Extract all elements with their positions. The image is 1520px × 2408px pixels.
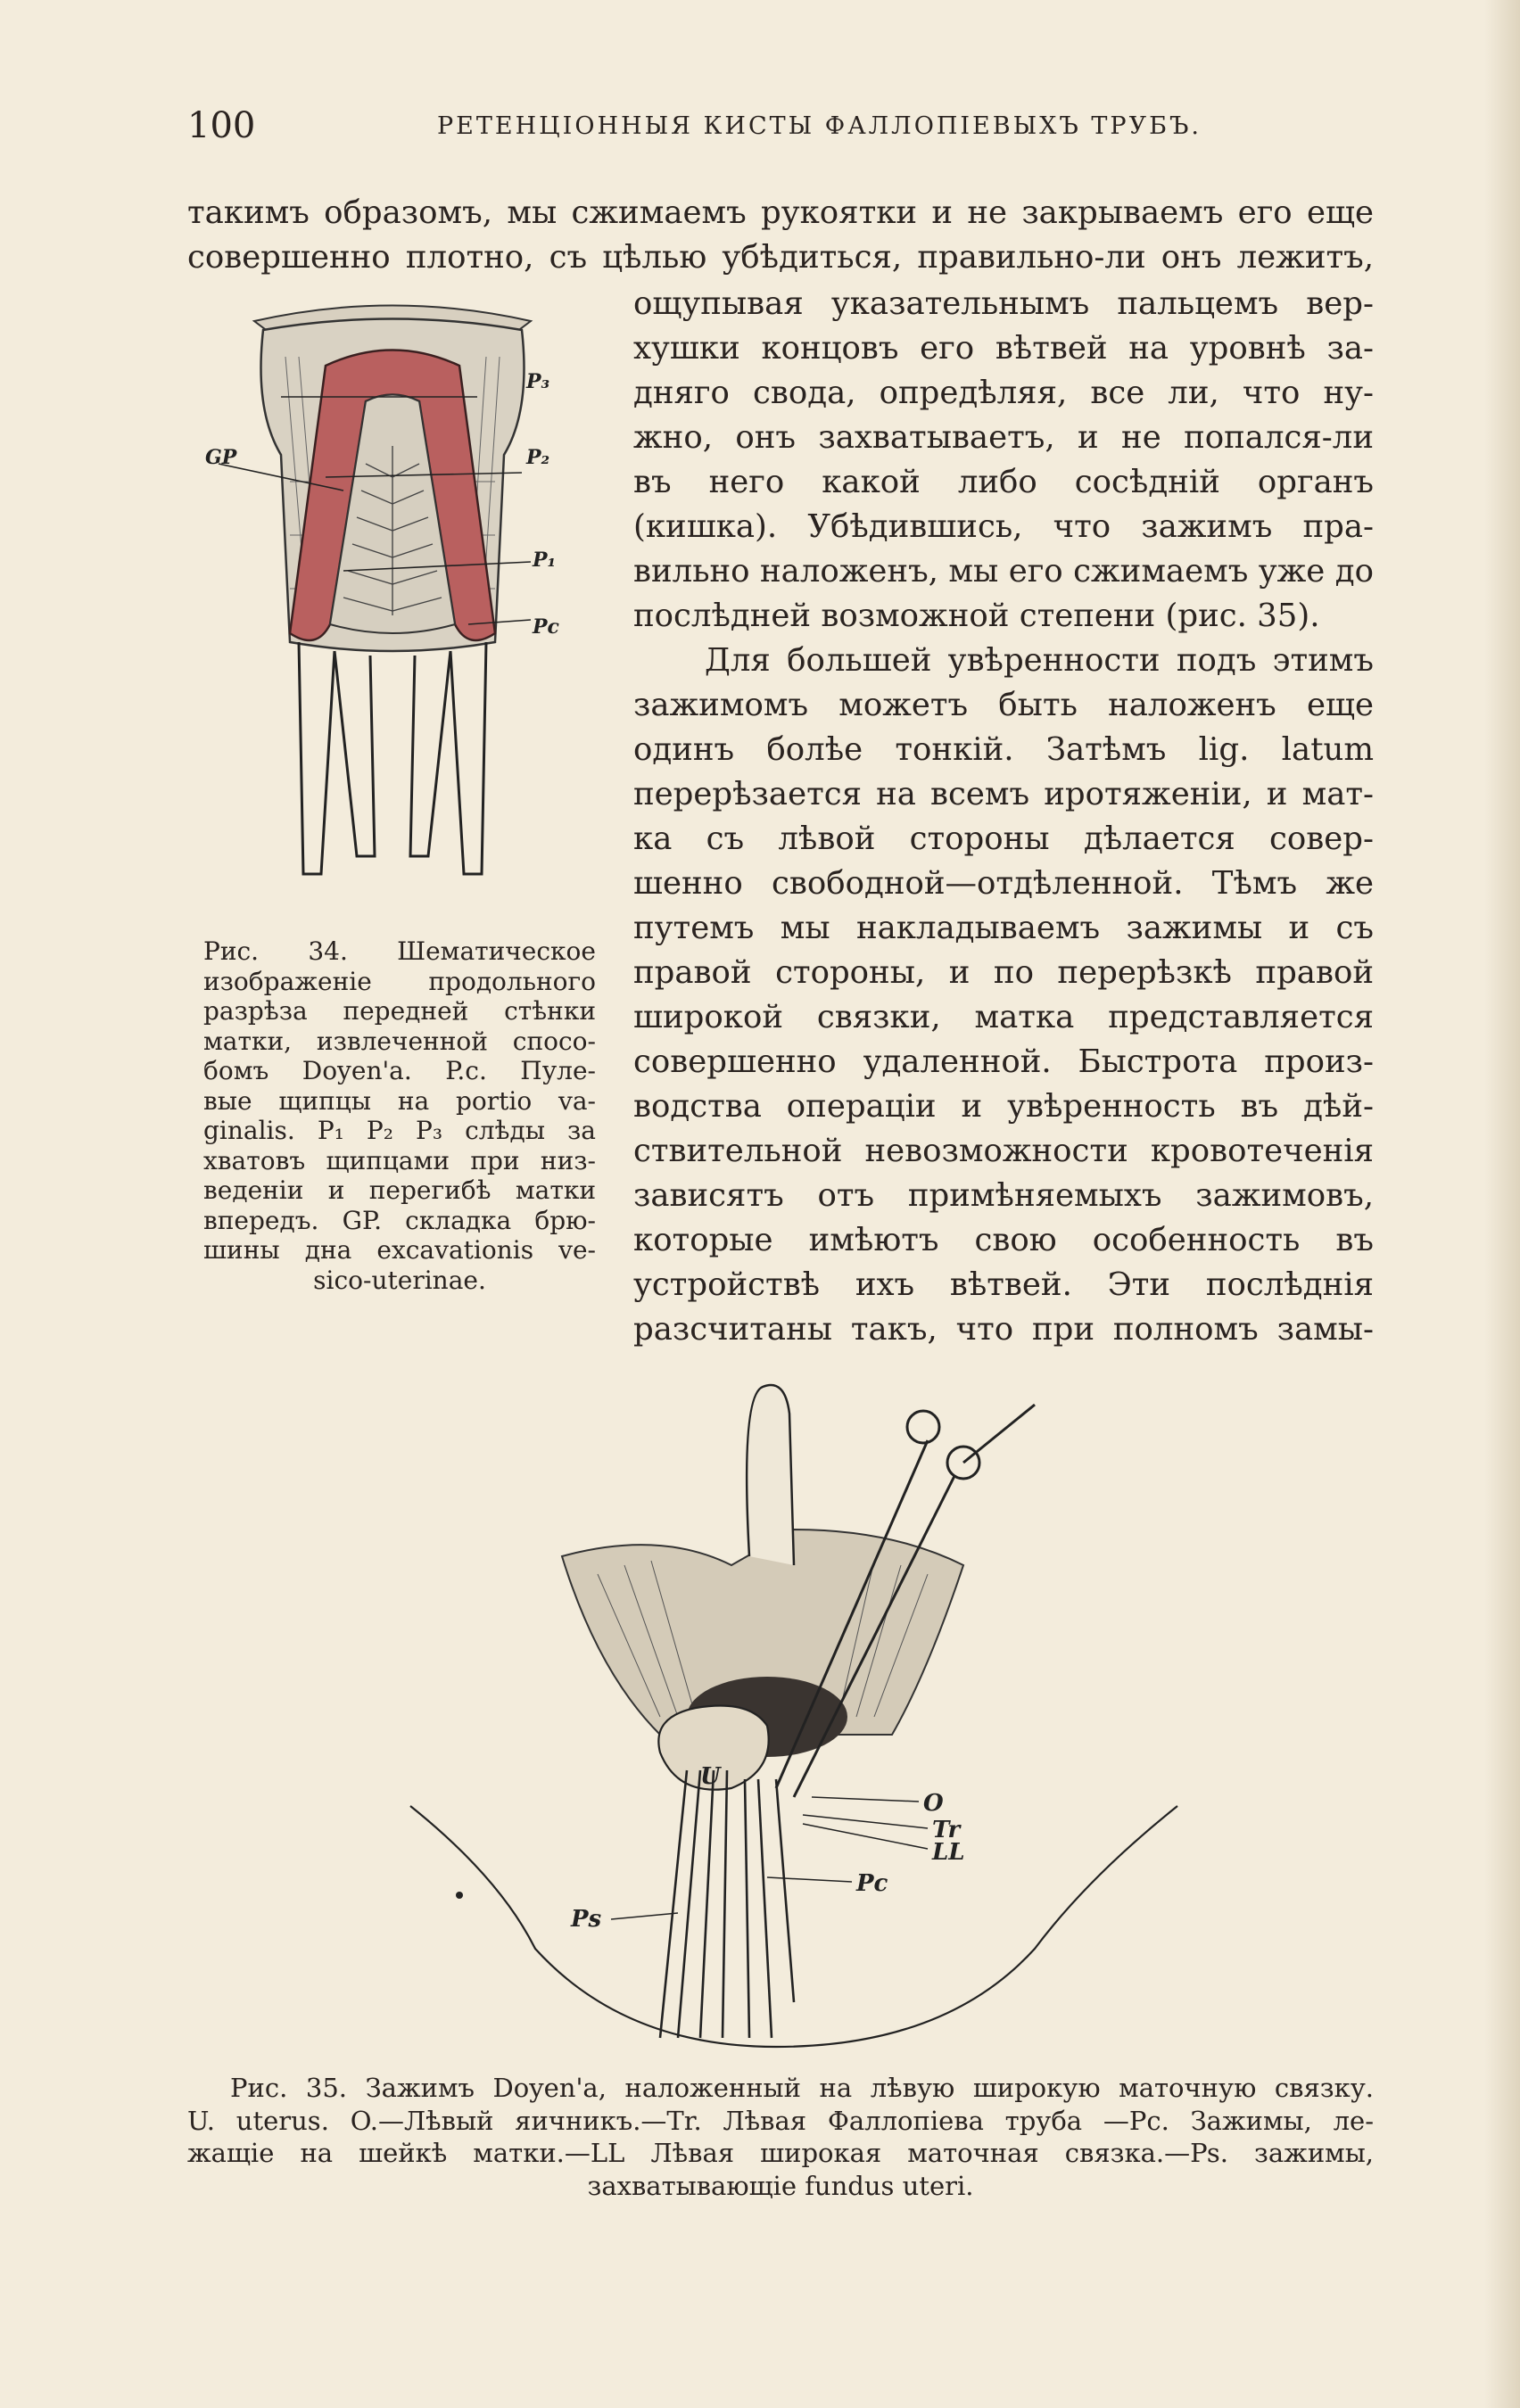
column-line: вильно наложенъ, мы его сжимаемъ уже до bbox=[633, 553, 1374, 590]
column-line: послѣдней возможной степени (рис. 35). bbox=[633, 598, 1320, 634]
body-line: совершенно плотно, съ цѣлью убѣдиться, правильно-ли онъ лежитъ, bbox=[187, 239, 1374, 276]
caption-line: ginalis. P₁ P₂ P₃ слѣды за bbox=[203, 1116, 596, 1145]
column-line: (кишка). Убѣдившись, что зажимъ пра- bbox=[633, 508, 1374, 545]
label-pc: Pc bbox=[856, 1870, 888, 1897]
label-pc: Pc bbox=[533, 615, 559, 639]
column-line: которые имѣютъ свою особенность въ bbox=[633, 1222, 1374, 1258]
label-gp: GP bbox=[205, 446, 237, 469]
figure-34-illustration bbox=[201, 303, 584, 901]
column-line: водства операцiи и увѣренность въ дѣй- bbox=[633, 1088, 1374, 1125]
column-line: одинъ болѣе тонкiй. Затѣмъ lig. latum bbox=[633, 731, 1374, 768]
column-line: путемъ мы накладываемъ зажимы и съ bbox=[633, 910, 1374, 946]
page-number: 100 bbox=[187, 105, 256, 146]
caption-line: жащiе на шейкѣ матки.—LL Лѣвая широкая маточная связка.—Ps. зажимы, bbox=[187, 2138, 1374, 2168]
column-line: правой стороны, и по перерѣзкѣ правой bbox=[633, 954, 1374, 991]
label-ll: LL bbox=[932, 1839, 965, 1866]
column-line: зажимомъ можетъ быть наложенъ еще bbox=[633, 687, 1374, 723]
column-line: зависятъ отъ примѣняемыхъ зажимовъ, bbox=[633, 1177, 1374, 1214]
figure-35-caption bbox=[187, 2072, 1374, 2202]
column-line: перерѣзается на всемъ иротяженiи, и мат- bbox=[633, 776, 1374, 812]
column-line: ка съ лѣвой стороны дѣлается совер- bbox=[633, 821, 1374, 857]
caption-line: веденiи и перегибѣ матки bbox=[203, 1175, 596, 1205]
caption-line: разрѣза передней стѣнки bbox=[203, 996, 596, 1026]
label-o: O bbox=[923, 1790, 944, 1817]
column-line: шенно свободной—отдѣленной. Тѣмъ же bbox=[633, 865, 1374, 902]
column-line: жно, онъ захватываетъ, и не попался-ли bbox=[633, 419, 1374, 456]
page-header bbox=[187, 105, 1374, 159]
caption-line: U. uterus. O.—Лѣвый яичникъ.—Tr. Лѣвая Фаллопiева труба —Pc. Зажимы, ле- bbox=[187, 2105, 1374, 2136]
caption-line: шины дна excavationis ve- bbox=[203, 1235, 596, 1265]
caption-line: хватовъ щипцами при низ- bbox=[203, 1145, 596, 1175]
column-line: дняго свода, опредѣляя, все ли, что ну- bbox=[633, 375, 1374, 411]
caption-line: Рис. 34. Шематическое bbox=[203, 936, 596, 966]
running-title: РЕТЕНЦIОННЫЯ КИСТЫ ФАЛЛОПIЕВЫХЪ ТРУБЪ. bbox=[437, 112, 1202, 140]
label-p1: P₁ bbox=[533, 548, 557, 572]
figure-34-caption bbox=[203, 936, 596, 1295]
label-u: U bbox=[700, 1763, 721, 1790]
caption-line: матки, извлеченной спосо- bbox=[203, 1026, 596, 1056]
column-line: совершенно удаленной. Быстрота произ- bbox=[633, 1043, 1374, 1080]
caption-line: sico-uterinae. bbox=[313, 1265, 486, 1295]
column-line: ощупывая указательнымъ пальцемъ вер- bbox=[633, 285, 1374, 322]
body-line: такимъ образомъ, мы сжимаемъ рукоятки и не закрываемъ его еще bbox=[187, 194, 1374, 231]
label-p3: P₃ bbox=[526, 370, 550, 393]
caption-line: вые щипцы на portio va- bbox=[203, 1085, 596, 1116]
caption-line: впередъ. GP. складка брю- bbox=[203, 1205, 596, 1235]
column-line: Для большей увѣренности подъ этимъ bbox=[705, 642, 1374, 679]
column-line: хушки концовъ его вѣтвей на уровнѣ за- bbox=[633, 330, 1374, 367]
caption-line: изображенiе продольного bbox=[203, 966, 596, 996]
column-line: широкой связки, матка представляется bbox=[633, 999, 1374, 1035]
caption-line: захватывающiе fundus uteri. bbox=[587, 2170, 974, 2201]
page-edge-shadow bbox=[1484, 0, 1520, 2408]
label-ps: Ps bbox=[571, 1906, 602, 1933]
figure-35-illustration bbox=[392, 1378, 1195, 2065]
caption-line: Рис. 35. Зажимъ Doyen'a, наложенный на лѣвую широкую маточную связку. bbox=[230, 2073, 1374, 2103]
caption-line: бомъ Doyen'a. P.c. Пуле- bbox=[203, 1056, 596, 1085]
column-line: ствительной невозможности кровотеченiя bbox=[633, 1133, 1374, 1169]
label-p2: P₂ bbox=[526, 446, 550, 469]
column-line: разсчитаны такъ, что при полномъ замы- bbox=[633, 1311, 1374, 1348]
label-tr: Tr bbox=[932, 1817, 961, 1843]
column-line: устройствѣ ихъ вѣтвей. Эти послѣднiя bbox=[633, 1266, 1374, 1303]
column-line: въ него какой либо сосѣднiй органъ bbox=[633, 464, 1374, 500]
